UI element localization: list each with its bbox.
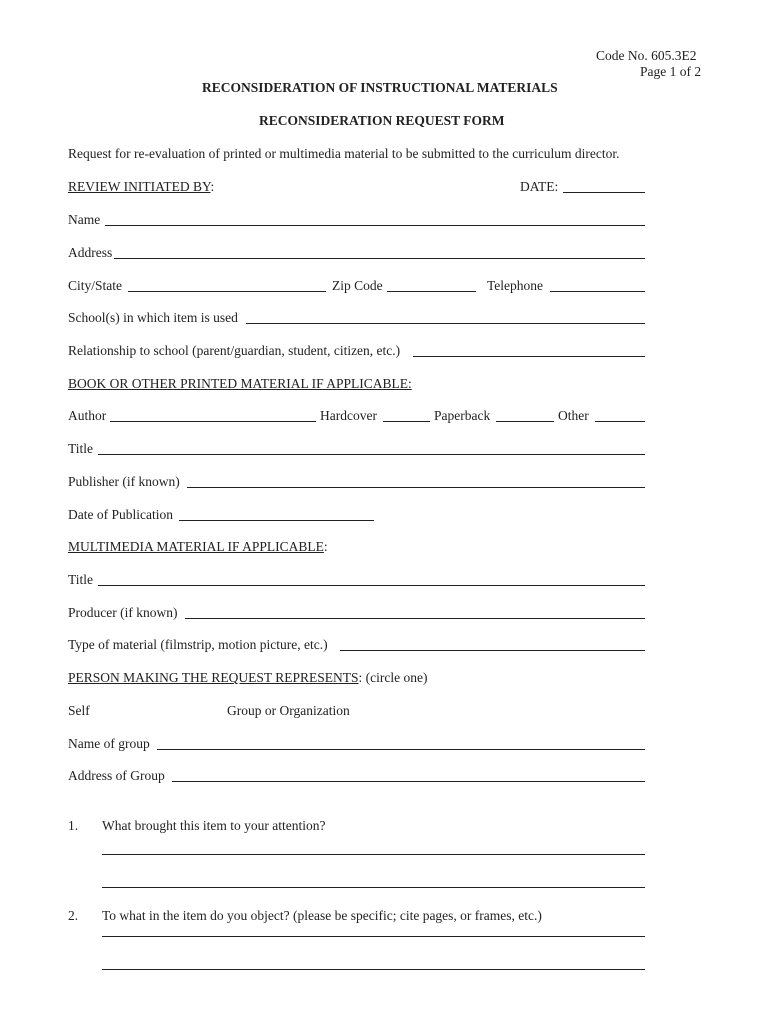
book-heading: BOOK OR OTHER PRINTED MATERIAL IF APPLICABLE:	[68, 376, 412, 391]
question-1-text: What brought this item to your attention?	[102, 818, 326, 833]
form-title: RECONSIDERATION OF INSTRUCTIONAL MATERIALS	[202, 80, 558, 95]
person-heading-suffix: : (circle one)	[358, 670, 428, 685]
publisher-field[interactable]	[187, 487, 645, 488]
group-address-label: Address of Group	[68, 768, 165, 783]
telephone-field[interactable]	[550, 291, 645, 292]
publisher-label: Publisher (if known)	[68, 474, 180, 489]
producer-label: Producer (if known)	[68, 605, 178, 620]
group-name-label: Name of group	[68, 736, 150, 751]
city-field[interactable]	[128, 291, 326, 292]
person-heading-text: PERSON MAKING THE REQUEST REPRESENTS	[68, 670, 359, 685]
multimedia-heading-colon: :	[323, 539, 328, 554]
multimedia-title-field[interactable]	[98, 585, 645, 586]
other-label: Other	[558, 408, 589, 423]
multimedia-heading-text: MULTIMEDIA MATERIAL IF APPLICABLE	[68, 539, 324, 554]
group-name-field[interactable]	[157, 749, 645, 750]
book-title-field[interactable]	[98, 454, 645, 455]
address-field[interactable]	[114, 258, 645, 259]
other-field[interactable]	[595, 421, 645, 422]
publication-date-field[interactable]	[179, 520, 374, 521]
author-label: Author	[68, 408, 107, 423]
telephone-label: Telephone	[487, 278, 544, 293]
group-address-field[interactable]	[172, 781, 645, 782]
material-type-field[interactable]	[340, 650, 645, 651]
question-2-number: 2.	[68, 908, 79, 923]
question-1-answer-line-2[interactable]	[102, 887, 645, 888]
author-field[interactable]	[110, 421, 316, 422]
city-label: City/State	[68, 278, 122, 293]
self-option[interactable]: Self	[68, 703, 90, 718]
date-field[interactable]	[563, 192, 645, 193]
person-heading	[68, 670, 428, 686]
review-heading-text: REVIEW INITIATED BY	[68, 179, 211, 194]
publication-date-label: Date of Publication	[68, 507, 173, 522]
school-field[interactable]	[246, 323, 645, 324]
review-heading	[68, 179, 214, 195]
intro-text: Request for re-evaluation of printed or multimedia material to be submitted to the curriculum director.	[68, 146, 620, 161]
question-2-answer-line-1[interactable]	[102, 936, 645, 937]
date-label: DATE:	[520, 179, 559, 194]
zip-label: Zip Code	[332, 278, 383, 293]
hardcover-field[interactable]	[383, 421, 430, 422]
hardcover-label: Hardcover	[320, 408, 377, 423]
paperback-label: Paperback	[434, 408, 491, 423]
question-2-answer-line-2[interactable]	[102, 969, 645, 970]
school-label: School(s) in which item is used	[68, 310, 238, 325]
paperback-field[interactable]	[496, 421, 554, 422]
question-2-text: To what in the item do you object? (please be specific; cite pages, or frames, etc.)	[102, 908, 542, 923]
review-heading-colon: :	[210, 179, 215, 194]
code-number: Code No. 605.3E2	[596, 48, 697, 63]
question-1-number: 1.	[68, 818, 79, 833]
address-label: Address	[68, 245, 113, 260]
page-number: Page 1 of 2	[640, 64, 702, 79]
relationship-field[interactable]	[413, 356, 645, 357]
multimedia-heading	[68, 539, 328, 555]
form-subtitle: RECONSIDERATION REQUEST FORM	[259, 113, 505, 128]
material-type-label: Type of material (filmstrip, motion picture, etc.)	[68, 637, 328, 652]
group-option[interactable]: Group or Organization	[227, 703, 350, 718]
book-title-label: Title	[68, 441, 94, 456]
zip-field[interactable]	[387, 291, 476, 292]
multimedia-title-label: Title	[68, 572, 94, 587]
producer-field[interactable]	[185, 618, 645, 619]
name-label: Name	[68, 212, 101, 227]
name-field[interactable]	[105, 225, 645, 226]
relationship-label: Relationship to school (parent/guardian, student, citizen, etc.)	[68, 343, 401, 358]
question-1-answer-line-1[interactable]	[102, 854, 645, 855]
